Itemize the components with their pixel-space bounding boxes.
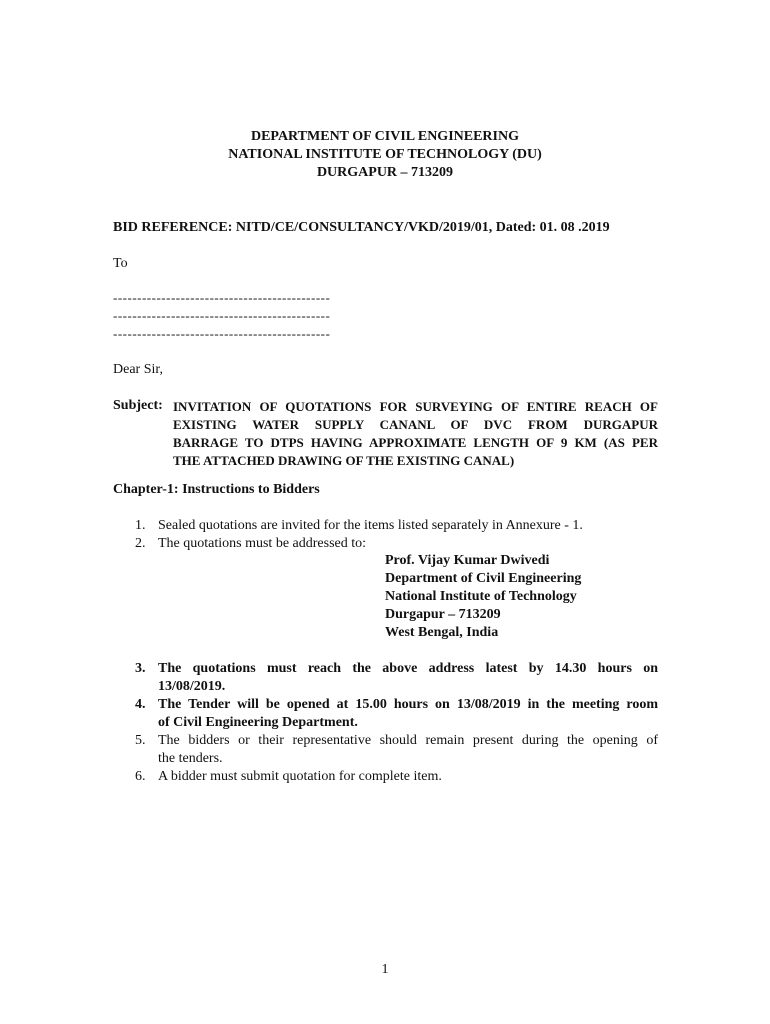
list-item bbox=[113, 696, 658, 732]
list-item-number: 4. bbox=[135, 697, 146, 712]
list-item-number: 2. bbox=[135, 536, 146, 551]
address-blank-line: --------------------------------------------- bbox=[113, 290, 331, 305]
list-item-text: The Tender will be opened at 15.00 hours on 13/08/2019 in the meeting room bbox=[158, 697, 658, 712]
list-item bbox=[113, 660, 658, 696]
list-item-number: 1. bbox=[135, 518, 146, 533]
salutation: Dear Sir, bbox=[113, 362, 163, 377]
list-item-number: 6. bbox=[135, 769, 146, 784]
list-item-text: The bidders or their representative should remain present during the opening of bbox=[158, 733, 658, 748]
department-name: DEPARTMENT OF CIVIL ENGINEERING bbox=[250, 129, 519, 144]
list-item-number: 5. bbox=[135, 733, 146, 748]
list-item bbox=[113, 732, 658, 768]
list-item-text: The quotations must reach the above address latest by 14.30 hours on bbox=[158, 661, 658, 676]
subject-line: INVITATION OF QUOTATIONS FOR SURVEYING OF ENTIRE REACH OF bbox=[173, 399, 658, 414]
addressee-institute: National Institute of Technology bbox=[385, 589, 577, 604]
subject-line: BARRAGE TO DTPS HAVING APPROXIMATE LENGTH OF 9 KM (AS PER bbox=[173, 435, 658, 450]
addressee-state: West Bengal, India bbox=[385, 625, 499, 640]
page-number: 1 bbox=[381, 962, 389, 977]
institute-city: DURGAPUR – 713209 bbox=[316, 165, 454, 180]
chapter-title: Chapter-1: Instructions to Bidders bbox=[113, 482, 320, 497]
list-item-text: A bidder must submit quotation for complete item. bbox=[158, 769, 442, 784]
list-item-text: Sealed quotations are invited for the items listed separately in Annexure - 1. bbox=[158, 518, 583, 533]
list-item bbox=[113, 517, 658, 535]
subject-line: EXISTING WATER SUPPLY CANANL OF DVC FROM DURGAPUR bbox=[173, 417, 658, 432]
addressee-department: Department of Civil Engineering bbox=[385, 571, 582, 586]
list-item-text-cont: 13/08/2019. bbox=[158, 679, 226, 694]
addressee-name: Prof. Vijay Kumar Dwivedi bbox=[385, 553, 550, 568]
list-item-text-cont: the tenders. bbox=[158, 751, 223, 766]
subject-text bbox=[173, 398, 658, 470]
list-item-text: The quotations must be addressed to: bbox=[158, 536, 367, 551]
instructions-list-top bbox=[113, 517, 658, 553]
addressee-block bbox=[385, 552, 581, 642]
address-blank-line: --------------------------------------------- bbox=[113, 308, 331, 323]
list-item bbox=[113, 535, 658, 553]
bid-reference: BID REFERENCE: NITD/CE/CONSULTANCY/VKD/2019/01, Dated: 01. 08 .2019 bbox=[113, 220, 610, 235]
list-item-number: 3. bbox=[135, 661, 146, 676]
letterhead bbox=[0, 128, 770, 182]
address-blank-line: --------------------------------------------- bbox=[113, 326, 331, 341]
instructions-list-bottom bbox=[113, 660, 658, 786]
addressee-city: Durgapur – 713209 bbox=[385, 607, 501, 622]
list-item-text-cont: of Civil Engineering Department. bbox=[158, 715, 358, 730]
list-item bbox=[113, 768, 658, 786]
institute-name: NATIONAL INSTITUTE OF TECHNOLOGY (DU) bbox=[228, 147, 542, 162]
subject-line: THE ATTACHED DRAWING OF THE EXISTING CANAL) bbox=[173, 453, 515, 468]
subject-label: Subject: bbox=[113, 398, 163, 413]
to-label: To bbox=[113, 256, 128, 271]
